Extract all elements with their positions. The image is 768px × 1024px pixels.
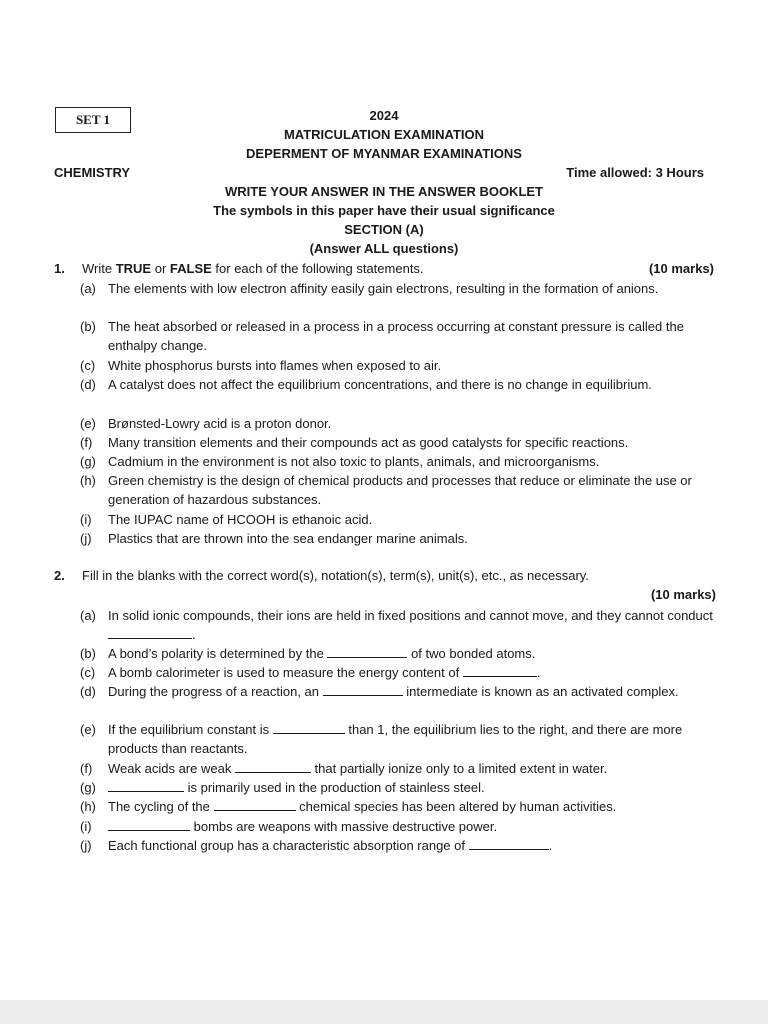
question-number: 1. xyxy=(54,261,65,276)
question-2-header xyxy=(54,568,714,586)
answer-blank[interactable] xyxy=(214,798,296,811)
symbols-instruction: The symbols in this paper have their usual significance xyxy=(213,203,555,218)
question-marks: (10 marks) xyxy=(648,261,714,276)
question-prompt: Fill in the blanks with the correct word(s), notation(s), term(s), unit(s), etc., as necessary. xyxy=(82,568,589,583)
answer-blank[interactable] xyxy=(327,645,407,658)
answer-blank[interactable] xyxy=(463,664,537,677)
answer-blank[interactable] xyxy=(235,760,311,773)
answer-blank[interactable] xyxy=(273,721,345,734)
question-prompt: Write TRUE or FALSE for each of the following statements. xyxy=(82,261,424,276)
answer-blank[interactable] xyxy=(323,683,403,696)
answer-blank[interactable] xyxy=(108,818,190,831)
set-label-box: SET 1 xyxy=(55,107,131,133)
answer-blank[interactable] xyxy=(108,626,192,639)
section-title: SECTION (A) xyxy=(344,222,424,237)
page-bottom-margin xyxy=(0,1000,768,1024)
question-marks: (10 marks) xyxy=(650,587,716,602)
answer-instruction: WRITE YOUR ANSWER IN THE ANSWER BOOKLET xyxy=(224,184,544,199)
answer-blank[interactable] xyxy=(108,779,184,792)
time-allowed: Time allowed: 3 Hours xyxy=(566,165,704,180)
question-1-header xyxy=(54,261,714,279)
exam-page: SET 1 2024 MATRICULATION EXAMINATION DEPERMENT OF MYANMAR EXAMINATIONS CHEMISTRY Time allowed: 3 Hours WRITE YOUR ANSWER IN THE ANSWER BOOKLET The symbols in this paper have their usual significance SECTION (A) (Answer ALL questions) 1. Write TRUE or FALSE for each of the following statements. (10 marks) (a) The elements with low electron affinity easily gain electrons, resulting in the formation of anions. (b) The heat absorbed or released in a process in a process occurring at constant pressure is called the enthalpy change. (c) White phosphorus bursts into flames when exposed to air. (d) A catalyst does not affect the equilibrium concentrations, and there is no change in equilibrium. (e) Brønsted-Lowry acid is a proton donor. (f) Many transition elements and their compounds act as good catalysts for specific reactions. (g) Cadmium in the environment is not also toxic to plants, animals, and microorganisms. (h) Green chemistry is the design of chemical products and processes that reduce or eliminate the use or generation of hazardous substances. (i) The IUPAC name of HCOOH is ethanoic acid. (j) Plastics that are thrown into the sea endanger marine animals. 2. Fill in the blanks with the correct word(s), notation(s), term(s), unit(s), etc., as necessary. (10 marks) (a) In solid ionic compounds, their ions are held in fixed positions and cannot move, and they cannot conduct . (b) A bond’s polarity is determined by the of two bonded atoms. (c) A bomb calorimeter is used to measure the energy content of . (d) During the progress of a reaction, an intermediate is known as an activated complex. (e) If the equilibrium constant is than 1, the equilibrium lies to the right, and there are more products than reactants. (f) Weak acids are weak that partially ionize only to a limited extent in water. (g) is primarily used in the production of stainless steel. (h) The cycling of the chemical species has been altered by human activities. (i) bombs are weapons with massive destructive power. (j) Each functional group has a characteristic absorption range of . xyxy=(0,0,768,1000)
answer-blank[interactable] xyxy=(469,837,549,850)
section-note: (Answer ALL questions) xyxy=(309,241,459,256)
department-name: DEPERMENT OF MYANMAR EXAMINATIONS xyxy=(246,146,522,161)
exam-year: 2024 xyxy=(369,108,399,123)
exam-title: MATRICULATION EXAMINATION xyxy=(283,127,485,142)
question-number: 2. xyxy=(54,568,65,583)
subject-name: CHEMISTRY xyxy=(54,165,131,180)
